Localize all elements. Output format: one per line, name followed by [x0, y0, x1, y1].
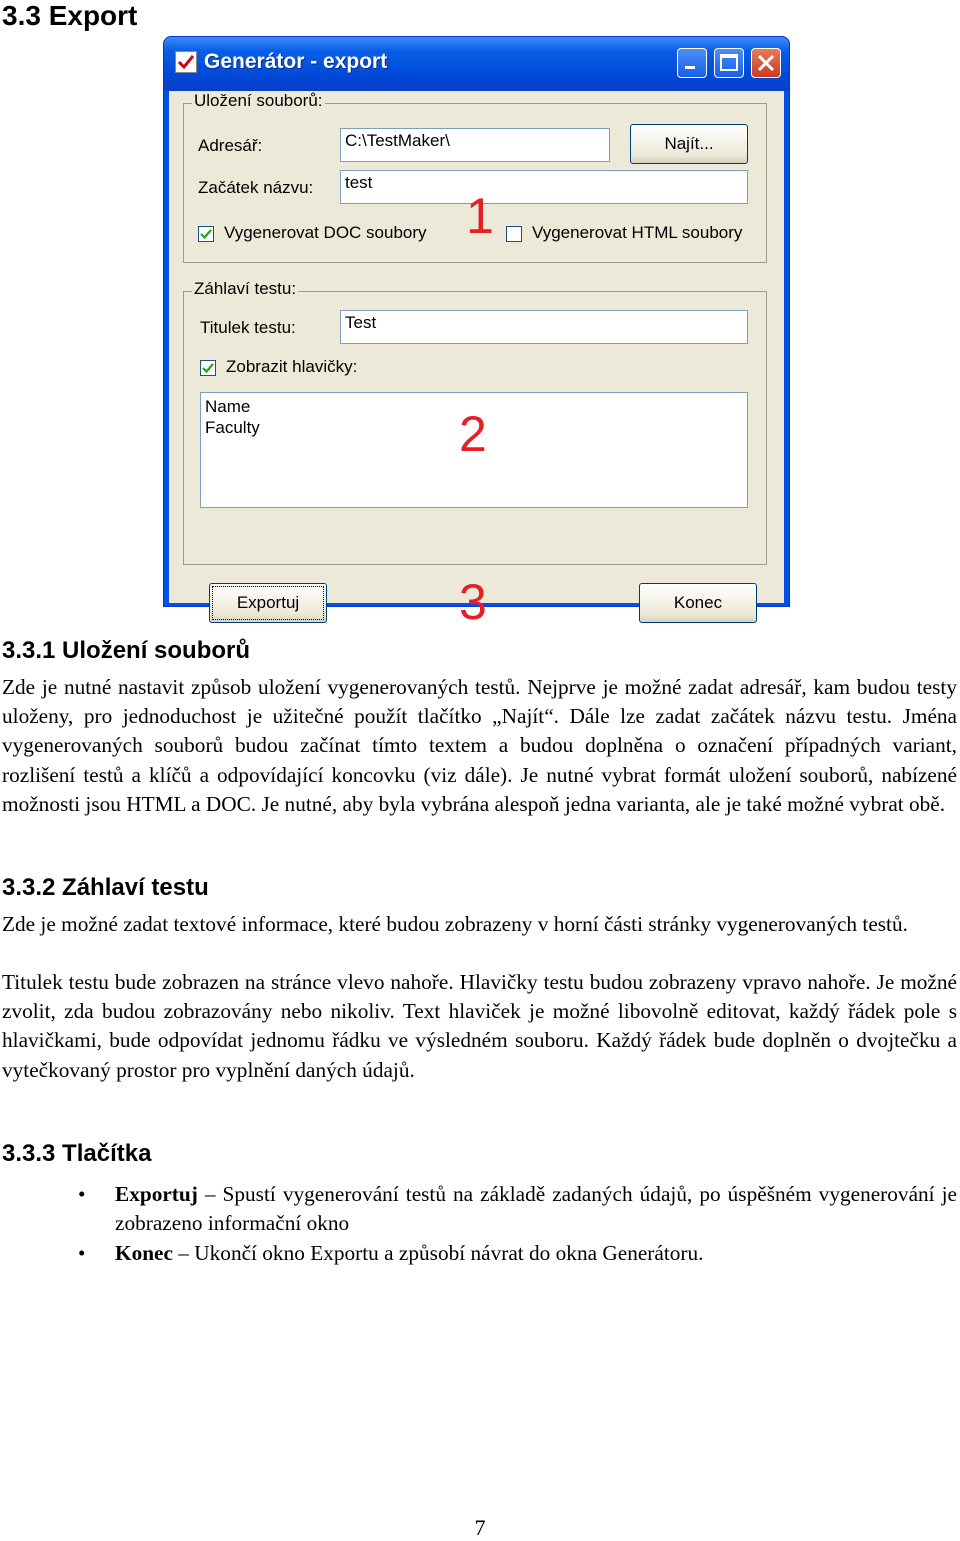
annotation-marker-3: 3 [459, 574, 487, 630]
window-title: Generátor - export [204, 50, 388, 73]
save-paragraph: Zde je nutné nastavit způsob uložení vygenerovaných testů. Nejprve je možné zadat adresář, kam budou testy uloženy, pro jednoduchost je užitečné použít tlačítko „Najít“. Dále lze zadat začátek názvu testu. Jména vygenerovaných souborů budou začínat tímto textem a budou doplněna o označení případných variant, rozlišení testů a klíčů a odpovídající koncovku (viz dále). Je nutné vybrat formát uložení souborů, nabízené možnosti jsou HTML a DOC. Je nutné, aby byla vybrána alespoň jedna varianta, ale je také možné vybrat obě. [2, 675, 957, 816]
bullet-icon: • [78, 1182, 86, 1206]
maximize-button[interactable] [714, 48, 744, 78]
bullet-term: Konec [115, 1241, 173, 1266]
section-heading: 3.3 Export [2, 0, 138, 31]
doc-checkbox[interactable] [198, 226, 214, 242]
annotation-marker-2: 2 [459, 406, 487, 462]
check-icon [202, 362, 214, 374]
close-window-button[interactable] [751, 48, 781, 78]
app-icon [175, 51, 197, 73]
html-checkbox[interactable] [506, 226, 522, 242]
bullet-icon: • [78, 1241, 86, 1266]
list-item [0, 1239, 957, 1268]
find-button[interactable]: Najít... [630, 124, 748, 164]
close-button[interactable]: Konec [639, 583, 757, 623]
title-bar[interactable] [164, 37, 789, 91]
headers-line: Faculty [205, 418, 260, 437]
show-headers-checkbox[interactable] [200, 360, 216, 376]
save-files-legend: Uložení souborů: [194, 91, 323, 110]
bullet-text: – Ukončí okno Exportu a způsobí návrat do okna Generátoru. [172, 1241, 704, 1266]
buttons-list [0, 1180, 957, 1270]
bullet-text: – Spustí vygenerování testů na základě zadaných údajů, po úspěšném vygenerování je zobrazeno informační okno [115, 1182, 957, 1236]
header-paragraph-1: Zde je možné zadat textové informace, které budou zobrazeny v horní části stránky vygenerovaných testů. [2, 912, 908, 936]
subsection-heading-header: 3.3.2 Záhlaví testu [2, 874, 209, 901]
filename-prefix-label: Začátek názvu: [198, 178, 314, 197]
test-title-input[interactable]: Test [340, 310, 748, 344]
subsection-heading-save: 3.3.1 Uložení souborů [2, 637, 251, 664]
dialog-client-area [169, 91, 784, 630]
headers-line: Name [205, 397, 251, 416]
minimize-button[interactable] [677, 48, 707, 78]
directory-input[interactable]: C:\TestMaker\ [340, 128, 610, 162]
check-icon [200, 228, 212, 240]
export-button[interactable]: Exportuj [209, 583, 327, 623]
bullet-term: Exportuj [115, 1182, 198, 1206]
filename-prefix-input[interactable]: test [340, 170, 748, 204]
test-header-legend: Záhlaví testu: [194, 279, 297, 298]
html-checkbox-label[interactable]: Vygenerovat HTML soubory [532, 223, 743, 242]
annotation-marker-1: 1 [466, 188, 494, 244]
page-number: 7 [474, 1515, 486, 1540]
directory-label: Adresář: [198, 136, 263, 155]
header-paragraph-2: Titulek testu bude zobrazen na stránce vlevo nahoře. Hlavičky testu budou zobrazeny vpravo nahoře. Je možné zvolit, zda budou zobrazovány nebo nikoliv. Text hlaviček je možné libovolně editovat, každý řádek pole s hlavičkami, bude odpovídat jednomu řádku ve výsledném souboru. Každý řádek bude doplněn o dvojtečku a vytečkovaný prostor pro vyplnění daných údajů. [2, 970, 957, 1082]
list-item [0, 1180, 957, 1238]
close-icon [752, 49, 780, 77]
minimize-icon [678, 49, 706, 77]
doc-checkbox-label[interactable]: Vygenerovat DOC soubory [224, 223, 427, 242]
maximize-icon [715, 49, 743, 77]
subsection-heading-buttons: 3.3.3 Tlačítka [2, 1140, 152, 1167]
export-dialog-window [163, 36, 790, 630]
show-headers-label[interactable]: Zobrazit hlavičky: [226, 357, 358, 376]
test-title-label: Titulek testu: [200, 318, 296, 337]
